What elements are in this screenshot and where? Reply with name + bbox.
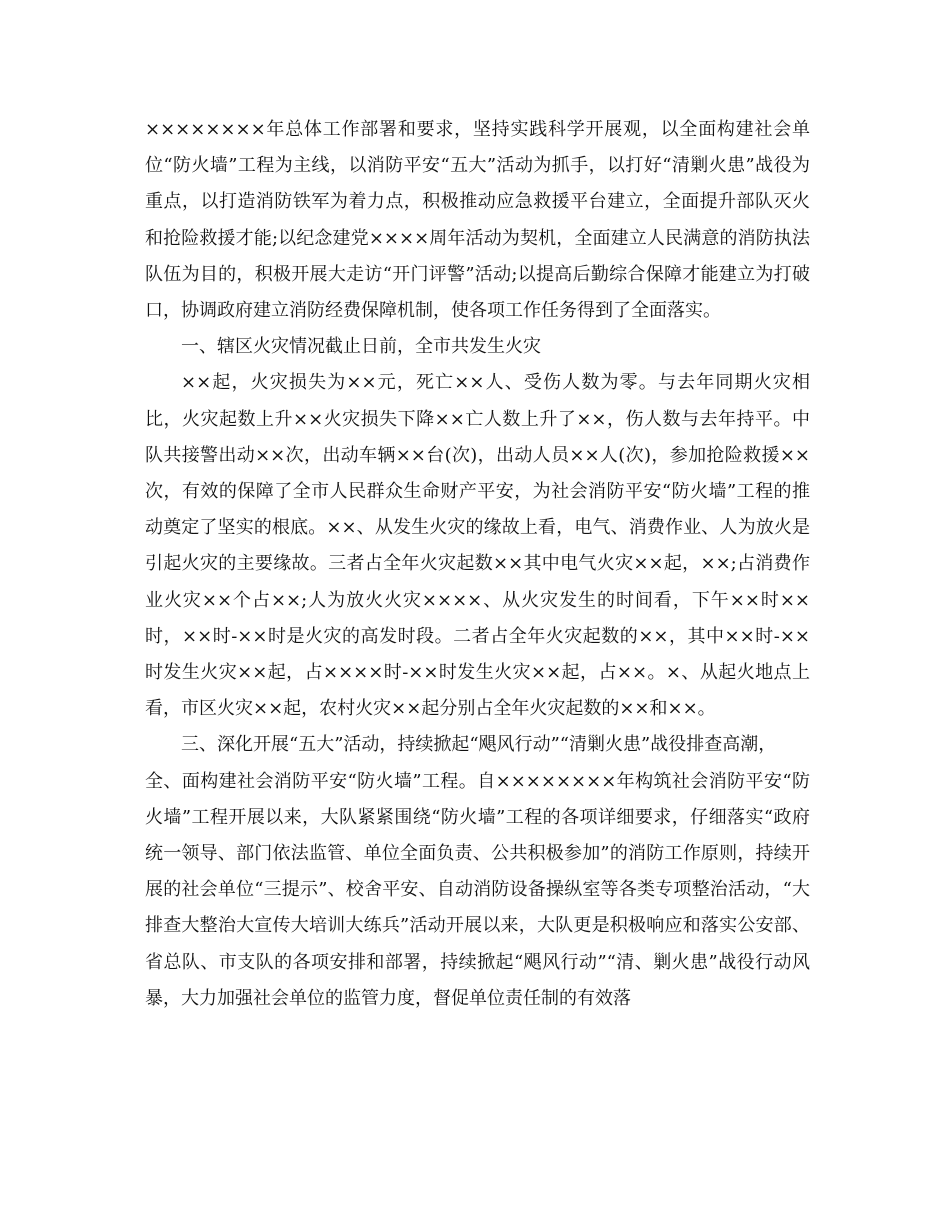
document-body (145, 112, 810, 1017)
section-heading-five-activities: 三、深化开展“五大”活动，持续掀起“飓风行动”“清剿火患”战役排查高潮， (181, 734, 777, 756)
paragraph-firewall-project: 全、面构建社会消防平安“防火墙”工程。自××××××××年构筑社会消防平安“防火墙”工程开展以来，大队紧紧围绕“防火墙”工程的各项详细要求，仔细落实“政府统一领导、部门依法监管、单位全面负责、公共积极参加”的消防工作原则，持续开展的社会单位“三提示”、校舍平安、自动消防设备操纵室等各类专项整治活动，“大排查大整治大宣传大培训大练兵”活动开展以来，大队更是积极响应和落实公安部、省总队、市支队的各项安排和部署，持续掀起“飓风行动”“清、剿火患”战役行动风暴，大力加强社会单位的监管力度，督促单位责任制的有效落 (145, 770, 810, 1009)
section-heading-fire-situation: 一、辖区火灾情况截止日前，全市共发生火灾 (181, 336, 541, 358)
paragraph-intro: ××××××××年总体工作部署和要求，坚持实践科学开展观，以全面构建社会单位“防火墙”工程为主线，以消防平安“五大”活动为抓手，以打好“清剿火患”战役为重点，以打造消防铁军为着力点，积极推动应急救援平台建立，全面提升部队灭火和抢险救援才能;以纪念建党××××周年活动为契机，全面建立人民满意的消防执法队伍为目的，积极开展大走访“开门评警”活动;以提高后勤综合保障才能建立为打破口，协调政府建立消防经费保障机制，使各项工作任务得到了全面落实。 (145, 119, 810, 322)
paragraph-fire-statistics: ××起，火灾损失为××元，死亡××人、受伤人数为零。与去年同期火灾相比，火灾起数上升××火灾损失下降××亡人数上升了××，伤人数与去年持平。中队共接警出动××次，出动车辆××台(次)，出动人员××人(次)，参加抢险救援××次，有效的保障了全市人民群众生命财产平安，为社会消防平安“防火墙”工程的推动奠定了坚实的根底。××、从发生火灾的缘故上看，电气、消费作业、人为放火是引起火灾的主要缘故。三者占全年火灾起数××其中电气火灾××起，××;占消费作业火灾××个占××;人为放火火灾××××、从火灾发生的时间看，下午××时××时，××时-××时是火灾的高发时段。二者占全年火灾起数的××，其中××时-××时发生火灾××起，占××××时-××时发生火灾××起，占××。×、从起火地点上看，市区火灾××起，农村火灾××起分别占全年火灾起数的××和××。 (145, 372, 810, 720)
